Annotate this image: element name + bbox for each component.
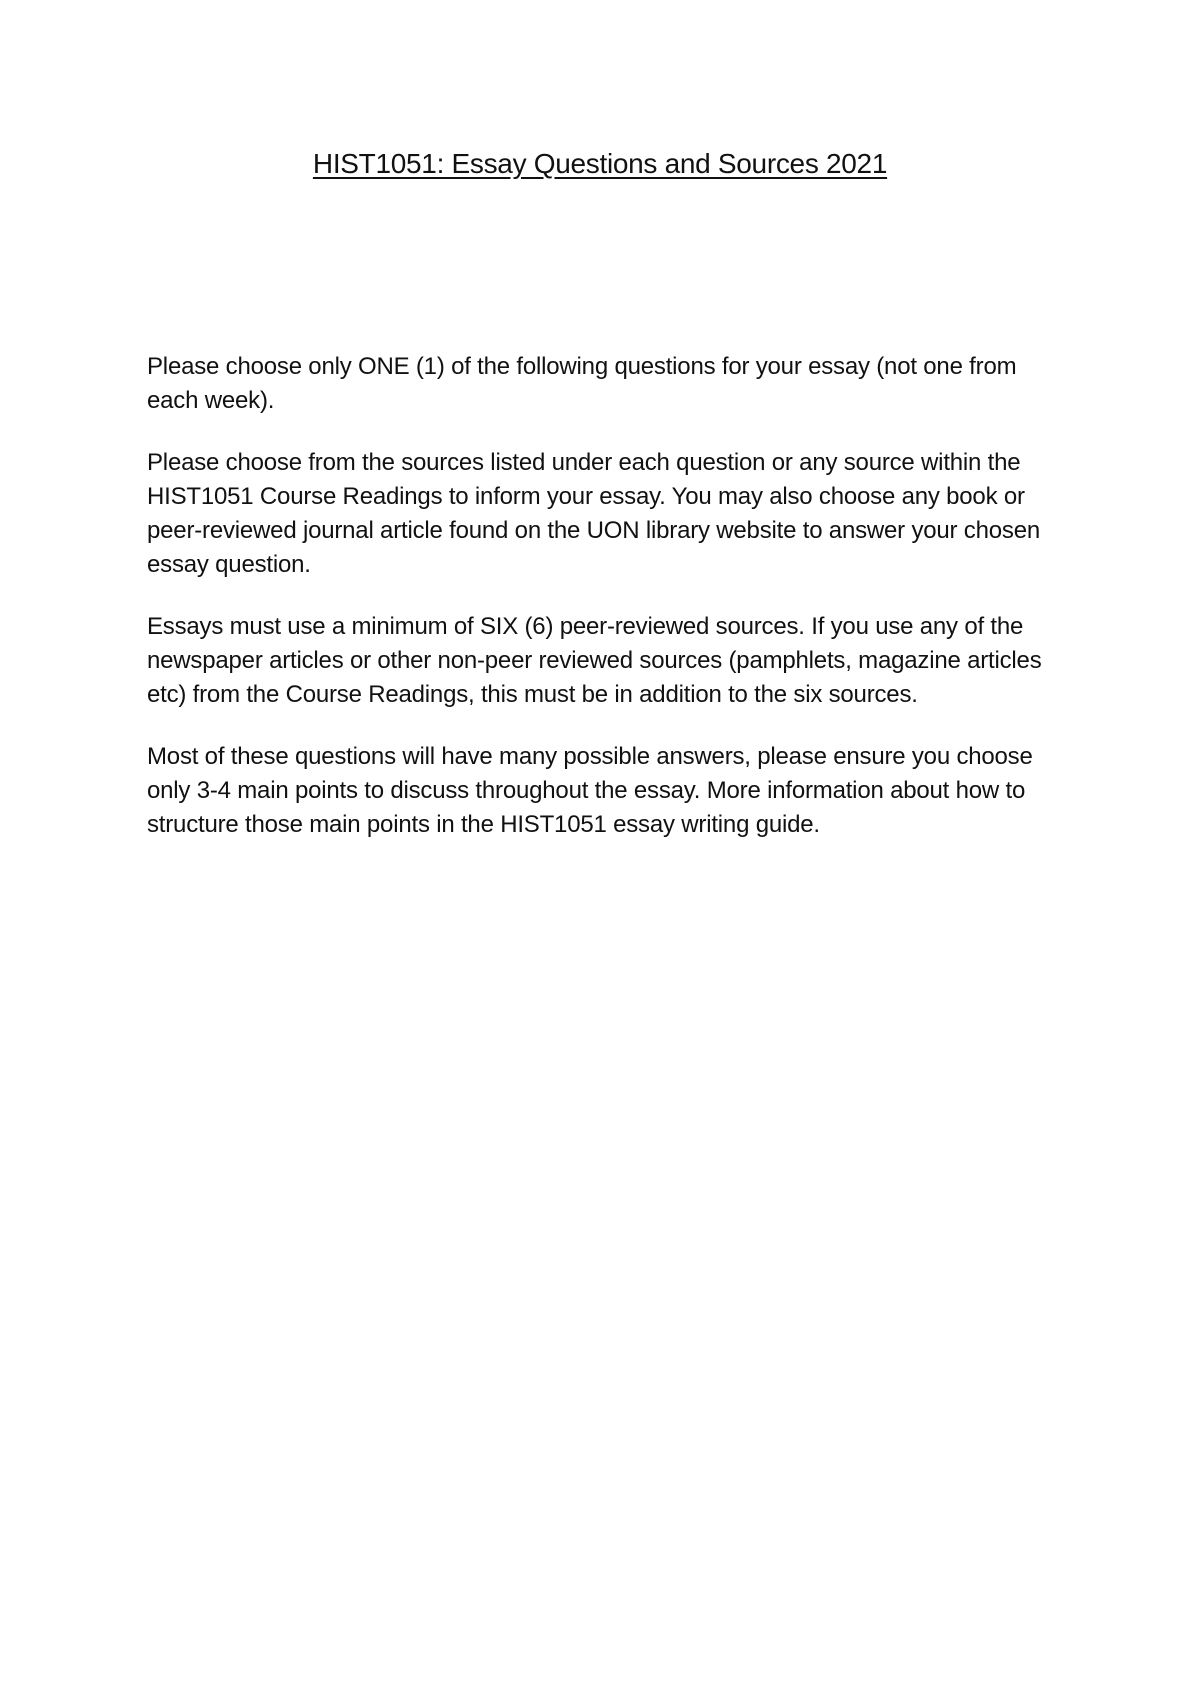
paragraph-instructions-minimum: Essays must use a minimum of SIX (6) peer-reviewed sources. If you use any of the newspaper articles or other non-peer reviewed sources (pamphlets, magazine articles etc) from the Course Readings, this must be in addition to the six sources. <box>147 613 1042 708</box>
paragraph-instructions-sources: Please choose from the sources listed under each question or any source within the HIST1051 Course Readings to inform your essay. You may also choose any book or peer-reviewed journal article found on the UON library website to answer your chosen essay question. <box>147 449 1040 578</box>
document-title: HIST1051: Essay Questions and Sources 2021 <box>312 148 888 179</box>
document-body <box>147 350 1067 870</box>
paragraph-instructions-structure: Most of these questions will have many possible answers, please ensure you choose only 3-4 main points to discuss throughout the essay. More information about how to structure those main points in the HIST1051 essay writing guide. <box>147 743 1033 838</box>
paragraph-instructions-choice: Please choose only ONE (1) of the following questions for your essay (not one from each week). <box>147 353 1017 414</box>
